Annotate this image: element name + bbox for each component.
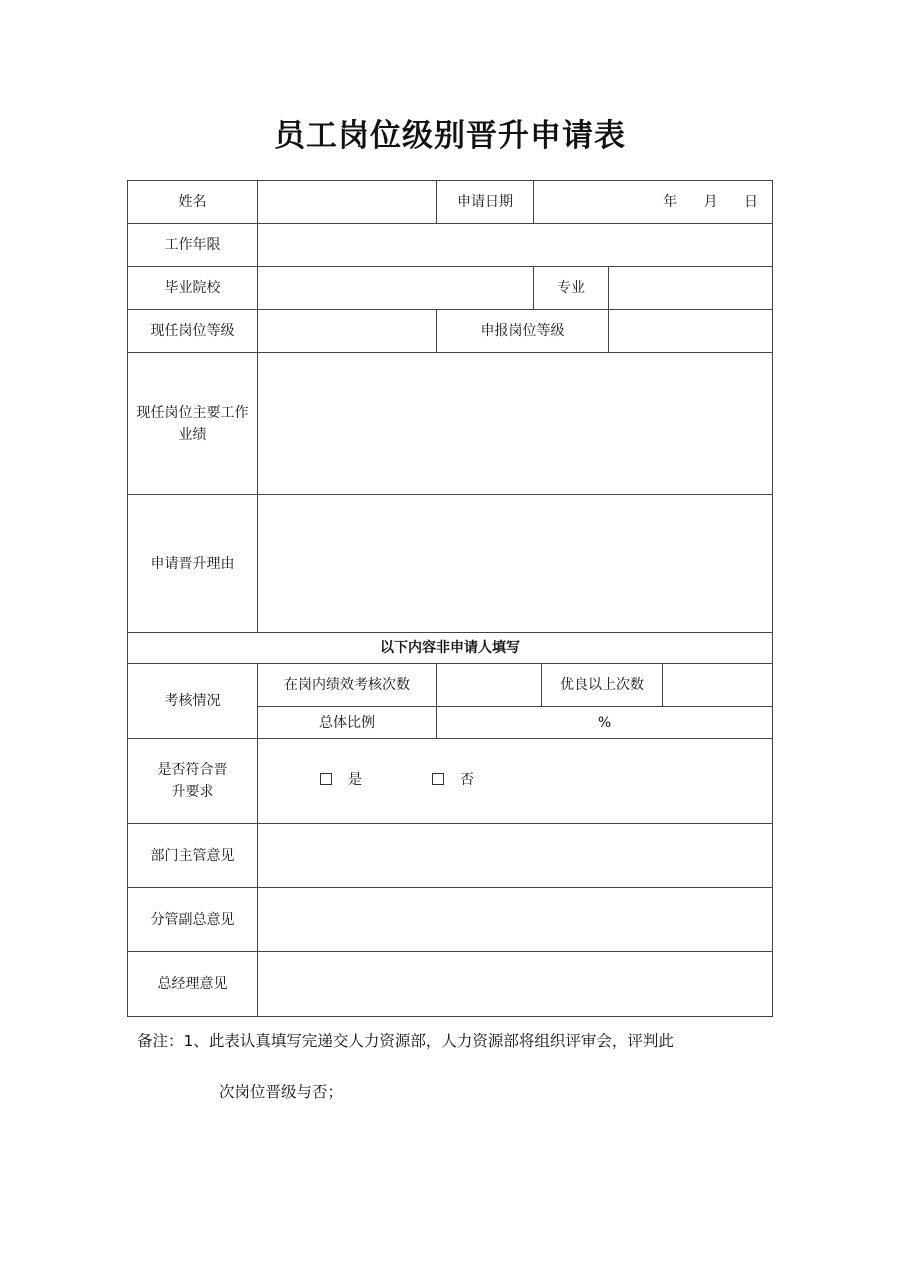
major-field[interactable] [609, 267, 773, 310]
gm-label: 总经理意见 [128, 952, 258, 1017]
work-years-field[interactable] [258, 224, 773, 267]
current-level-label: 现任岗位等级 [128, 310, 258, 353]
page-title: 员工岗位级别晋升申请表 [274, 118, 626, 154]
achievements-field[interactable] [258, 353, 773, 495]
assessment-count-label: 在岗内绩效考核次数 [258, 664, 437, 707]
school-label: 毕业院校 [128, 267, 258, 310]
no-checkbox[interactable] [432, 773, 444, 785]
assessment-count-field[interactable] [437, 664, 542, 707]
eligible-options [258, 739, 773, 824]
dept-manager-label: 部门主管意见 [128, 824, 258, 888]
yes-label: 是 [348, 772, 362, 788]
assessment-label: 考核情况 [128, 664, 258, 739]
apply-level-label: 申报岗位等级 [437, 310, 609, 353]
dept-manager-field[interactable] [258, 824, 773, 888]
name-label: 姓名 [128, 181, 258, 224]
section-header: 以下内容非申请人填写 [128, 633, 773, 664]
note-line-2: 次岗位晋级与否； [219, 1083, 344, 1101]
major-label: 专业 [534, 267, 609, 310]
eligible-label: 是否符合晋升要求 [128, 739, 258, 824]
apply-date-field[interactable]: 年 月 日 [534, 181, 773, 224]
yes-checkbox[interactable] [320, 773, 332, 785]
note-line-1: 备注：1、此表认真填写完递交人力资源部，人力资源部将组织评审会，评判此 [137, 1032, 674, 1050]
reason-label: 申请晋升理由 [128, 495, 258, 633]
excellent-count-label: 优良以上次数 [542, 664, 663, 707]
achievements-label: 现任岗位主要工作业绩 [128, 353, 258, 495]
work-years-label: 工作年限 [128, 224, 258, 267]
vp-label: 分管副总意见 [128, 888, 258, 952]
no-label: 否 [460, 772, 474, 788]
gm-field[interactable] [258, 952, 773, 1017]
current-level-field[interactable] [258, 310, 437, 353]
apply-level-field[interactable] [609, 310, 773, 353]
excellent-count-field[interactable] [663, 664, 773, 707]
overall-ratio-label: 总体比例 [258, 707, 437, 739]
application-form-table [127, 180, 773, 1017]
overall-ratio-field[interactable]: % [437, 707, 773, 739]
vp-field[interactable] [258, 888, 773, 952]
apply-date-label: 申请日期 [437, 181, 534, 224]
school-field[interactable] [258, 267, 534, 310]
reason-field[interactable] [258, 495, 773, 633]
name-field[interactable] [258, 181, 437, 224]
